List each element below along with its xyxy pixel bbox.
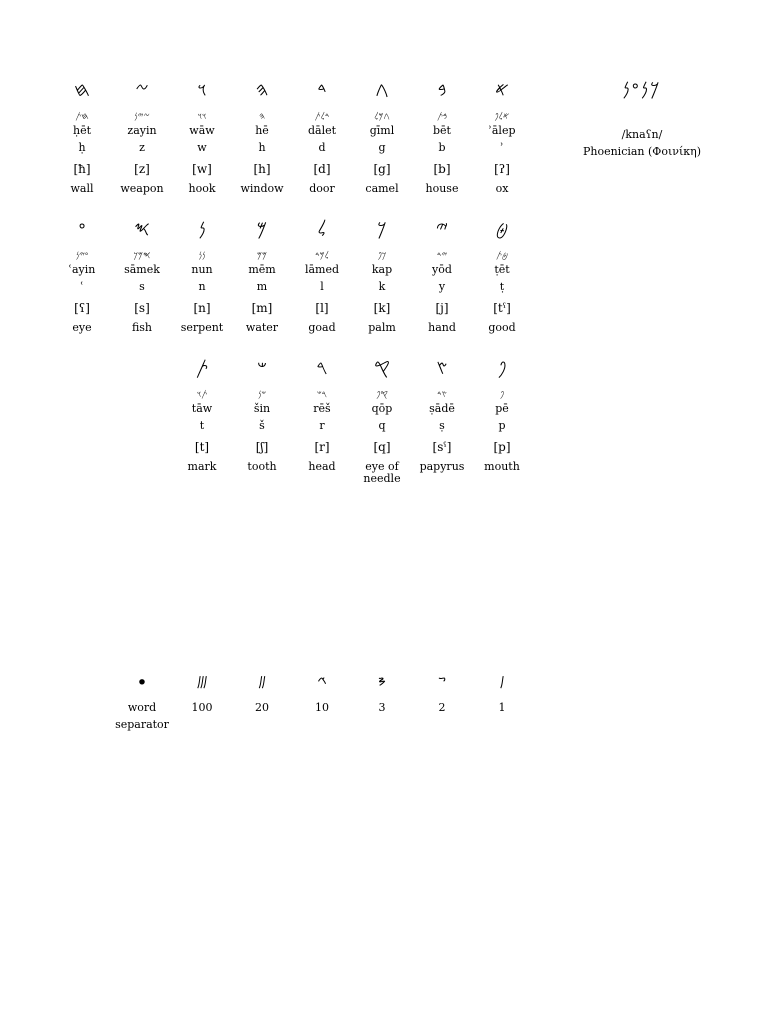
letter-name: ṭēt: [494, 263, 510, 276]
numeral-label: 20: [255, 701, 269, 714]
letter-ipa: [l]: [315, 301, 329, 315]
numeral-glyph: 𐤘: [377, 672, 387, 694]
script-title-block: [572, 78, 712, 159]
letter-ipa: [s]: [134, 301, 150, 315]
letter-meaning: hook: [188, 182, 216, 195]
letter-ipa: [p]: [493, 440, 511, 454]
numeral-label: 3: [378, 701, 386, 714]
letter-cell: [292, 218, 352, 334]
letter-spelled-name: 𐤍𐤍: [198, 251, 206, 261]
letter-cell: [232, 357, 292, 473]
letter-spelled-name: 𐤏𐤉𐤍: [75, 251, 89, 261]
letter-meaning: eye: [72, 321, 92, 334]
letter-cell: [352, 357, 412, 485]
letter-meaning: mark: [187, 460, 217, 473]
letter-spelled-name: 𐤆𐤉𐤍: [134, 112, 150, 122]
letter-meaning: water: [245, 321, 279, 334]
numeral-label: 100: [191, 701, 213, 714]
letter-meaning: window: [240, 182, 284, 195]
letter-meaning: head: [308, 460, 336, 473]
letter-spelled-name: 𐤊𐤐: [377, 251, 387, 261]
letter-transliteration: h: [258, 141, 266, 154]
letter-cell: [172, 218, 232, 334]
letter-name: kap: [371, 263, 393, 276]
letter-spelled-name: 𐤐: [499, 390, 505, 400]
letter-spelled-name: 𐤕𐤅: [196, 390, 208, 400]
letter-name: tāw: [191, 402, 213, 415]
letter-meaning: wall: [70, 182, 94, 195]
letter-glyph: 𐤎: [134, 218, 150, 240]
letter-name: ʿayin: [68, 263, 96, 276]
letter-ipa: [ʕ]: [74, 301, 90, 315]
letter-glyph: 𐤊: [377, 218, 387, 240]
letter-ipa: [m]: [251, 301, 273, 315]
letter-transliteration: ḥ: [78, 141, 86, 154]
letter-transliteration: t: [199, 419, 205, 432]
numeral-glyph: 𐤗: [437, 672, 447, 694]
letter-cell: [292, 79, 352, 195]
letter-glyph: 𐤕: [195, 357, 209, 379]
numeral-cell: [352, 672, 412, 716]
letter-glyph: 𐤋: [317, 218, 327, 240]
letter-meaning: palm: [368, 321, 396, 334]
letter-transliteration: y: [438, 280, 446, 293]
letter-meaning: fish: [131, 321, 153, 334]
letter-glyph: 𐤉: [435, 218, 449, 240]
letter-meaning: ox: [495, 182, 509, 195]
numeral-cell: [472, 672, 532, 716]
letter-transliteration: q: [378, 419, 386, 432]
letter-name: hē: [255, 124, 269, 137]
letter-spelled-name: 𐤅𐤅: [197, 112, 207, 122]
letter-glyph: 𐤄: [255, 79, 269, 101]
letter-transliteration: s: [139, 280, 145, 293]
letter-transliteration: r: [319, 419, 325, 432]
letter-transliteration: ʿ: [80, 280, 84, 293]
letter-glyph: 𐤅: [197, 79, 207, 101]
letter-transliteration: g: [378, 141, 386, 154]
letter-glyph: 𐤇: [74, 79, 90, 101]
letter-spelled-name: 𐤂𐤌𐤋: [374, 112, 390, 122]
numeral-label: 10: [315, 701, 329, 714]
letter-ipa: [n]: [193, 301, 211, 315]
letter-meaning: house: [425, 182, 459, 195]
letter-ipa: [t]: [194, 440, 210, 454]
letter-ipa: [d]: [313, 162, 331, 176]
letter-ipa: [q]: [373, 440, 391, 454]
letter-spelled-name: 𐤀𐤋𐤐: [494, 112, 510, 122]
letter-meaning: good: [488, 321, 516, 334]
letter-ipa: [r]: [314, 440, 330, 454]
letter-cell: [472, 357, 532, 473]
letter-spelled-name: 𐤁𐤕: [436, 112, 448, 122]
letter-glyph: 𐤓: [316, 357, 328, 379]
letter-name: gīml: [369, 124, 395, 137]
letter-name: qōp: [371, 402, 393, 415]
word-separator-cell: [112, 672, 172, 733]
letter-transliteration: n: [198, 280, 206, 293]
letter-glyph: 𐤂: [375, 79, 389, 101]
letter-cell: [412, 79, 472, 195]
letter-name: zayin: [127, 124, 157, 137]
letter-cell: [352, 79, 412, 195]
letter-cell: [292, 357, 352, 473]
letter-cell: [472, 79, 532, 195]
letter-transliteration: m: [256, 280, 268, 293]
letter-transliteration: ṣ: [439, 419, 445, 432]
numeral-cell: [232, 672, 292, 716]
letter-ipa: [g]: [373, 162, 391, 176]
letter-cell: [472, 218, 532, 334]
numeral-cell: [292, 672, 352, 716]
letter-glyph: 𐤐: [497, 357, 507, 379]
letter-name: rēš: [313, 402, 331, 415]
letter-name: ṣādē: [429, 402, 455, 415]
letter-meaning: door: [309, 182, 335, 195]
letter-transliteration: z: [139, 141, 145, 154]
letter-ipa: [z]: [134, 162, 150, 176]
numeral-glyph: 𐤙: [316, 672, 328, 694]
letter-cell: [112, 218, 172, 334]
letter-spelled-name: 𐤋𐤌𐤃: [315, 251, 329, 261]
letter-cell: [172, 357, 232, 473]
numeral-label: 2: [438, 701, 446, 714]
letter-glyph: 𐤃: [317, 79, 327, 101]
letter-transliteration: d: [318, 141, 326, 154]
letter-glyph: 𐤑: [436, 357, 448, 379]
letter-name: nun: [191, 263, 213, 276]
letter-transliteration: š: [259, 419, 265, 432]
letter-name: ḥēt: [72, 124, 91, 137]
letter-spelled-name: 𐤌𐤌: [257, 251, 267, 261]
letter-cell: [112, 79, 172, 195]
native-name-glyphs: 𐤊𐤍𐤏𐤍: [622, 78, 662, 100]
letter-name: lāmed: [304, 263, 340, 276]
letter-meaning: tooth: [247, 460, 277, 473]
numeral-cell: [412, 672, 472, 716]
numeral-glyph: 𐤛: [196, 672, 208, 694]
letter-transliteration: ṭ: [499, 280, 505, 293]
letter-ipa: [h]: [253, 162, 271, 176]
letter-ipa: [b]: [433, 162, 451, 176]
letter-spelled-name: 𐤈𐤕: [496, 251, 508, 261]
letter-name: ʾālep: [488, 124, 516, 137]
letter-meaning: eye of needle: [363, 460, 401, 485]
letter-transliteration: b: [438, 141, 446, 154]
letter-name: pē: [495, 402, 509, 415]
letter-meaning: hand: [428, 321, 456, 334]
letter-name: bēt: [433, 124, 451, 137]
letter-spelled-name: 𐤑𐤃: [437, 390, 447, 400]
letter-name: mēm: [248, 263, 276, 276]
letter-cell: [412, 218, 472, 334]
letter-name: dālet: [307, 124, 337, 137]
letter-ipa: [w]: [192, 162, 212, 176]
letter-meaning: weapon: [120, 182, 164, 195]
letter-glyph: 𐤌: [256, 218, 268, 240]
letter-glyph: 𐤒: [374, 357, 390, 379]
letter-name: yōd: [432, 263, 452, 276]
letter-cell: [232, 79, 292, 195]
letter-ipa: [sˁ]: [432, 440, 452, 454]
letter-ipa: [ʔ]: [494, 162, 510, 176]
numeral-glyph: •: [136, 672, 148, 694]
letter-glyph: 𐤆: [135, 79, 149, 101]
letter-meaning: serpent: [180, 321, 224, 334]
letter-meaning: camel: [365, 182, 399, 195]
letter-name: šin: [253, 402, 271, 415]
letter-name: wāw: [189, 124, 215, 137]
letter-glyph: 𐤈: [495, 218, 509, 240]
letter-cell: [52, 79, 112, 195]
letter-spelled-name: 𐤔𐤍: [257, 390, 267, 400]
letter-transliteration: p: [498, 419, 506, 432]
letter-glyph: 𐤍: [198, 218, 206, 240]
letter-transliteration: k: [378, 280, 386, 293]
letter-spelled-name: 𐤃𐤋𐤕: [314, 112, 330, 122]
letter-meaning: mouth: [484, 460, 520, 473]
letter-ipa: [ħ]: [73, 162, 91, 176]
numeral-glyph: 𐤚: [257, 672, 267, 694]
letter-spelled-name: 𐤎𐤌𐤊: [133, 251, 151, 261]
numeral-glyph: 𐤖: [499, 672, 505, 694]
letter-cell: [52, 218, 112, 334]
script-name: Phoenician (Φοινίκη): [582, 145, 702, 158]
native-name-ipa: /knaʕn/: [621, 128, 663, 141]
numeral-label: word separator: [115, 701, 169, 731]
numeral-cell: [172, 672, 232, 716]
letter-spelled-name: 𐤇𐤕: [75, 112, 89, 122]
letter-ipa: [j]: [435, 301, 449, 315]
letter-ipa: [tˁ]: [493, 301, 511, 315]
letter-spelled-name: 𐤄: [258, 112, 266, 122]
letter-glyph: 𐤔: [257, 357, 267, 379]
letter-cell: [172, 79, 232, 195]
letter-meaning: goad: [308, 321, 336, 334]
letter-spelled-name: 𐤉𐤃: [436, 251, 448, 261]
letter-ipa: [k]: [373, 301, 391, 315]
letter-cell: [232, 218, 292, 334]
letter-spelled-name: 𐤒𐤐: [376, 390, 388, 400]
letter-glyph: 𐤏: [78, 218, 86, 240]
letter-transliteration: w: [197, 141, 207, 154]
letter-glyph: 𐤀: [494, 79, 510, 101]
letter-transliteration: l: [320, 280, 324, 293]
letter-glyph: 𐤁: [437, 79, 447, 101]
letter-cell: [352, 218, 412, 334]
numeral-label: 1: [498, 701, 506, 714]
letter-spelled-name: 𐤓𐤔: [316, 390, 327, 400]
letter-meaning: papyrus: [419, 460, 465, 473]
letter-name: sāmek: [124, 263, 160, 276]
letter-ipa: [ʃ]: [255, 440, 269, 454]
letter-cell: [412, 357, 472, 473]
letter-transliteration: ʾ: [500, 141, 504, 154]
